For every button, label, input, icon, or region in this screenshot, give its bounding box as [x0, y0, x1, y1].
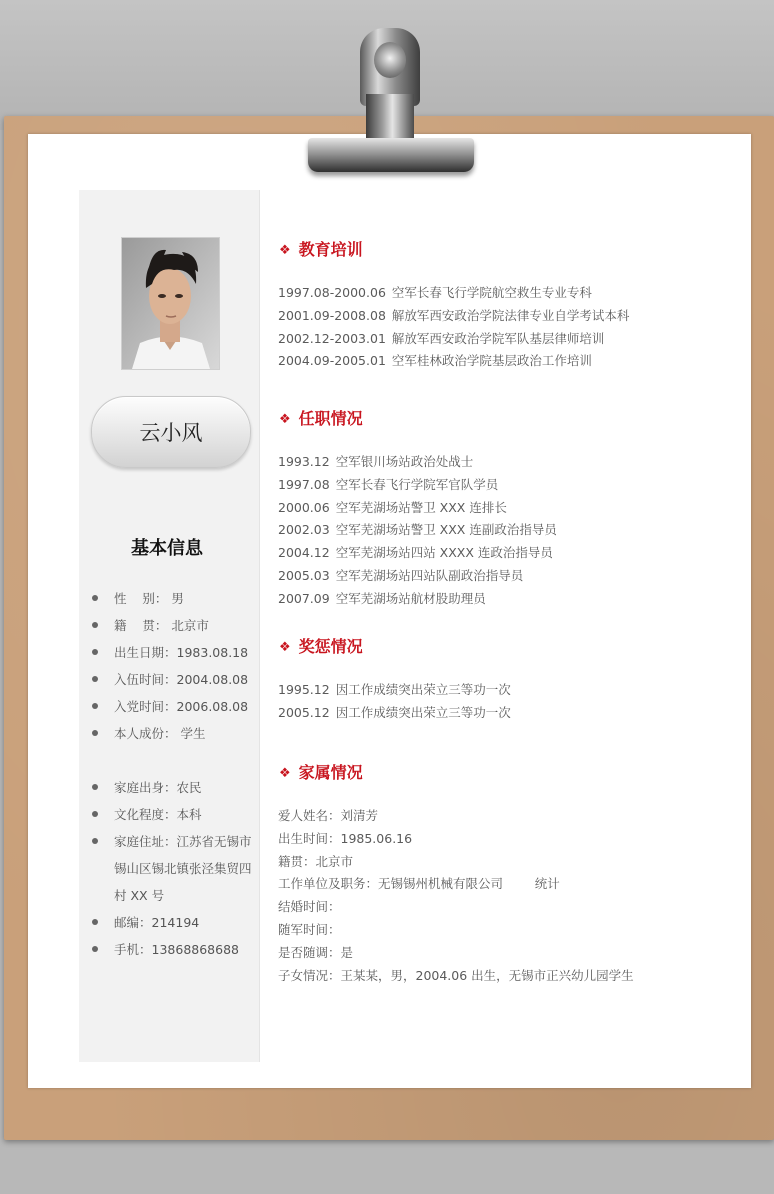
list-item: 子女情况：王某某，男，2004.06 出生，无锡市正兴幼儿园学生: [278, 967, 634, 983]
info-item-enlist-date: 入伍时间：2004.08.08: [92, 666, 257, 693]
info-item-address: 家庭住址：江苏省无锡市锡山区锡北镇张泾集贸四村 XX 号: [92, 828, 257, 909]
list-item: 2004.09-2005.01 空军桂林政治学院基层政治工作培训: [278, 353, 592, 369]
list-item: 1995.12 因工作成绩突出荣立三等功一次: [278, 682, 511, 697]
section-title-education: ❖ 教育培训: [279, 240, 363, 259]
education-list: [278, 282, 738, 373]
basic-info-title: 基本信息: [131, 538, 203, 559]
list-item: 随军时间：: [278, 921, 341, 937]
list-item: 出生时间：1985.06.16: [278, 830, 413, 846]
list-item: 1997.08-2000.06 空军长春飞行学院航空救生专业专科: [278, 285, 592, 300]
list-item: 2004.12 空军芜湖场站四站 XXXX 连政治指导员: [278, 545, 553, 561]
list-item: 工作单位及职务：无锡锡州机械有限公司 统计: [278, 876, 560, 892]
info-item-education-level: 文化程度：本科: [92, 801, 257, 828]
list-item: 1997.08 空军长春飞行学院军官队学员: [278, 476, 499, 492]
family-list: [278, 805, 738, 987]
list-item: 是否随调：是: [278, 944, 354, 960]
positions-list: [278, 451, 738, 611]
diamond-bullet-icon: ❖: [279, 640, 291, 655]
list-item: 籍贯：北京市: [278, 853, 354, 869]
name-badge: [91, 396, 251, 468]
info-item-birthdate: 出生日期：1983.08.18: [92, 639, 257, 666]
list-item: 2002.12-2003.01 解放军西安政治学院军队基层律师培训: [278, 330, 605, 346]
person-name: 云小风: [139, 421, 203, 445]
list-item: 1993.12 空军银川场站政治处战士: [278, 454, 474, 469]
list-item: 2001.09-2008.08 解放军西安政治学院法律专业自学考试本科: [278, 307, 630, 323]
info-item-family-origin: 家庭出身：农民: [92, 774, 257, 801]
info-item-party-date: 入党时间：2006.08.08: [92, 693, 257, 720]
list-item: 2002.03 空军芜湖场站警卫 XXX 连副政治指导员: [278, 522, 557, 538]
section-title-awards: ❖ 奖惩情况: [279, 637, 363, 656]
basic-info-list: [92, 585, 257, 963]
diamond-bullet-icon: ❖: [279, 766, 291, 781]
info-item-postcode: 邮编：214194: [92, 909, 257, 936]
awards-list: [278, 679, 738, 725]
profile-photo: [121, 237, 220, 370]
list-item: 爱人姓名：刘清芳: [278, 808, 379, 823]
info-item-gender: 性 别： 男: [92, 585, 257, 612]
list-item: 结婚时间：: [278, 899, 341, 915]
info-item-hometown: 籍 贯： 北京市: [92, 612, 257, 639]
list-item: 2005.12 因工作成绩突出荣立三等功一次: [278, 704, 511, 720]
list-item: 2005.03 空军芜湖场站四站队副政治指导员: [278, 567, 524, 583]
list-item: 2007.09 空军芜湖场站航材股助理员: [278, 590, 486, 606]
binder-clip-icon: [292, 28, 482, 178]
section-title-family: ❖ 家属情况: [279, 763, 363, 782]
info-item-status: 本人成份： 学生: [92, 720, 257, 747]
diamond-bullet-icon: ❖: [279, 412, 291, 427]
section-title-positions: ❖ 任职情况: [279, 409, 363, 428]
list-item: 2000.06 空军芜湖场站警卫 XXX 连排长: [278, 499, 507, 515]
info-item-phone: 手机：13868868688: [92, 936, 257, 963]
diamond-bullet-icon: ❖: [279, 243, 291, 258]
